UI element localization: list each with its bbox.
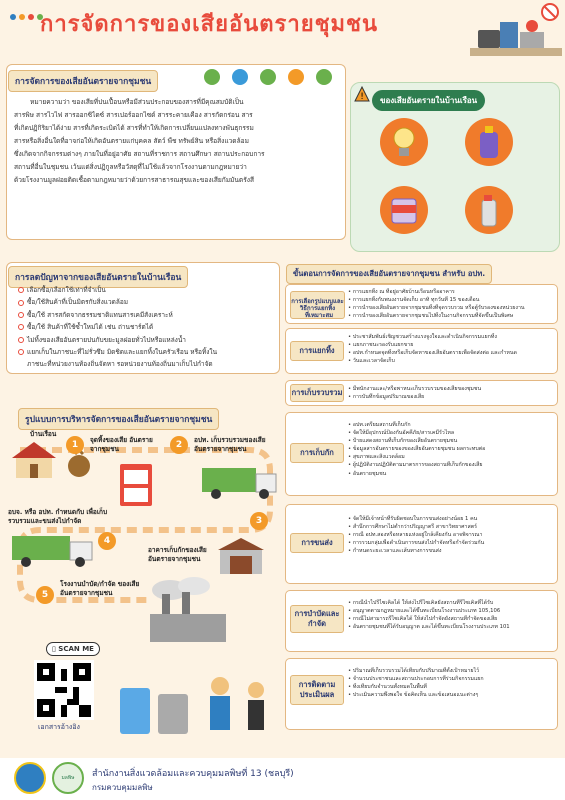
reduce-tips [18, 284, 278, 371]
list-item: • ป้ายแสดงสถานที่เก็บกักของเสียอันตรายชุมชน [348, 437, 553, 445]
list-item: • ปริมาณที่เก็บรวบรวมได้เทียบกับปริมาณที่ตั้งเป้าหมายไว้ [348, 667, 553, 675]
steps-heading: ขั้นตอนการจัดการของเสียอันตรายจากชุมชน สำหรับ อปท. [286, 264, 492, 284]
step-label: การเก็บกัก [290, 443, 344, 463]
list-item: • อันตรายชุมชนที่ได้รับอนุญาต และได้ขึ้นทะเบียนโรงงานประเภท 101 [348, 623, 553, 631]
garbage-truck-illustration [200, 462, 280, 504]
flow-step-2: 2 [170, 436, 188, 454]
phone-icon: ▯ [52, 645, 56, 653]
factory-illustration [140, 574, 230, 646]
list-item: • สำนึกการศึกษาไม่ต่ำกว่าปริญญาตรี สาขาวิทยาศาสตร์ [348, 523, 553, 531]
list-item: • วันและเวลาจัดเก็บ [348, 357, 553, 365]
list-item: • การนำของเสียอันตรายจากชุมชนทิ้งที่จุดรวบรวม หรือตู้รับรองของหน่วยงาน [348, 304, 553, 312]
flow-step-3: 3 [250, 512, 268, 530]
list-item: • ประชาสัมพันธ์เชิญชวนสร้างแรงจูงใจและดำเนินกิจกรรมแยกทิ้ง [348, 333, 553, 341]
intro-line: สถานที่อื่นในชุมชน เว้นแต่สิ่งปฏิกูลหรือวัสดุที่ไม่ใช้แล้วจากโรงงานตามกฎหมายว่า [14, 163, 247, 171]
footer-org-primary: สำนักงานสิ่งแวดล้อมและควบคุมมลพิษที่ 13 (ชลบุรี) [92, 769, 294, 779]
list-item: • การนำของเสียอันตรายจากชุมชนไปทิ้งในงานกิจกรรมที่จัดขึ้นเป็นพิเศษ [348, 312, 553, 320]
list-item: • การบันทึกข้อมูลปริมาณของเสีย [348, 393, 553, 401]
step-label-suffix: ที่เหมาะสม [304, 312, 334, 319]
qr-code[interactable] [34, 660, 94, 720]
flow-step-1-label: จุดทิ้งของเสีย อันตรายจากชุมชน [90, 436, 153, 453]
step-label: การแยกทิ้ง [290, 341, 344, 361]
step-row-separation [285, 328, 558, 374]
waste-pile-illustration [470, 2, 562, 62]
spray-can-icon [465, 186, 513, 234]
cleaner-bottle-icon [465, 118, 513, 166]
step-label: การบำบัดและกำจัด [290, 605, 344, 633]
house-illustration [8, 440, 62, 482]
list-item: • ผู้ปฏิบัติงานปฏิบัติตามมาตรการของสถานที่เก็บกักของเสีย [348, 461, 553, 469]
scan-me-badge[interactable]: ▯ SCAN ME [46, 642, 100, 656]
list-item: • จำนวนประชาชนและสถานประกอบการที่ร่วมกิจกรรมแยก [348, 675, 553, 683]
list-item: • การแยกทิ้งกับพนงงานจัดเก็บ อาทิ ทุกวันที่ 15 ของเดือน [348, 296, 553, 304]
intro-line: สารพิษ สารไวไฟ สารออกซิไดซ์ สารเปอร์ออกไซด์ สารระคายเคือง สารกัดกร่อน สาร [14, 111, 253, 119]
list-item: • แยกภาชนะรองรับแยกขาย [348, 341, 553, 349]
reduce-heading: การลดปัญหาจากของเสียอันตรายในบ้านเรือน [8, 266, 188, 288]
intro-text [14, 96, 342, 187]
pcd-logo: มลพิษ [52, 762, 84, 794]
house-label: บ้านเรือน [30, 430, 57, 438]
list-item: ซื้อ/ใช้ สินค้าที่ใช้ซ้ำใหม่ได้ เช่น ถ่านชาร์ตได้ [18, 321, 278, 333]
list-item: • มีพนักงานและ/หรือพาหนะเก็บรวบรวมของเสียของชุมชน [348, 385, 553, 393]
list-item: ภาชนะที่หน่วยงานท้องถิ่นจัดหา รอหน่วยงานท้องถิ่นมาเก็บไปกำจัด [27, 360, 213, 369]
list-item: • กรณี อปท.สองหรือหลายแห่งอยู่ใกล้เคียงกัน อาจพิจารณา [348, 531, 553, 539]
list-item: • ทิ้งเทียบกับจำนวนทั้งหมดในพื้นที่ [348, 683, 553, 691]
flow-step-4: 4 [98, 532, 116, 550]
list-item: • อปท.กำหนดจุดทิ้งหรือเก็บจัดหาของเสียอันตรายเพื่อจัดส่งต่อ และกำหนด [348, 349, 553, 357]
doc-reference-label: เอกสารอ้างอิง [38, 723, 80, 731]
lightbulb-icon [380, 118, 428, 166]
list-item: • สุขภาพและสิ่งแวดล้อม [348, 453, 553, 461]
flow-step-2-label: อปท. เก็บรวบรวมของเสีย อันตรายจากชุมชน [194, 436, 266, 453]
step-label: การเก็บรวบรวม [290, 384, 344, 402]
list-item: • จัดให้มีเจ้าหน้าที่รับผิดชอบในการขนส่งอย่างน้อย 1 คน [348, 515, 553, 523]
recycle-banner [200, 66, 340, 88]
government-seal-logo [14, 762, 46, 794]
warning-icon [354, 86, 370, 104]
list-item: เลือกซื้อ/เลือกใช้เท่าที่จำเป็น [18, 284, 278, 296]
intro-line: สารหรือสิ่งอื่นใดที่อาจก่อให้เกิดอันตรายแก่บุคคล สัตว์ พืช ทรัพย์สิน หรือสิ่งแวดล้อม [14, 137, 249, 145]
step-row-storage [285, 412, 558, 496]
transport-truck-illustration [10, 530, 96, 572]
recycle-bins-illustration [110, 660, 280, 742]
list-item: ซื้อ/ใช้สินค้าที่เป็นมิตรกับสิ่งแวดล้อม [18, 296, 278, 308]
collection-cabinet-illustration [118, 462, 154, 510]
list-item: • การแยกทิ้ง ณ ที่อยู่อาศัยบ้านเรือนหรืออาคาร [348, 288, 553, 296]
list-item: แยกเก็บในภาชนะที่ไม่รั่วซึม มิดชิดและแยกทิ้งในครัวเรือน หรือทิ้งใน [18, 346, 278, 358]
list-item: • กรณีนำไปรีไซเคิลได้ ให้ส่งไปรีไซเคิลยังสถานที่รีไซเคิลที่ได้รับ [348, 599, 553, 607]
list-item: • กรณีไม่สามารถรีไซเคิลได้ ให้ส่งไปกำจัดยังสถานที่กำจัดของเสีย [348, 615, 553, 623]
step-row-collection [285, 380, 558, 406]
step-row-transport [285, 504, 558, 584]
footer-org-secondary: กรมควบคุมมลพิษ [92, 783, 153, 792]
svg-text:!: ! [360, 92, 364, 102]
flow-step-5: 5 [36, 586, 54, 604]
list-item: • ข้อมูลสารอันตรายของของเสียอันตรายชุมชน ผลกระทบต่อ [348, 445, 553, 453]
paint-can-icon [380, 186, 428, 234]
list-item: • อันตรายชุมชน [348, 470, 553, 478]
storage-building-illustration [216, 536, 266, 578]
household-ribbon: ของเสียอันตรายในบ้านเรือน [372, 90, 485, 111]
intro-line: ซึ่งเกิดจากกิจกรรมต่างๆ ภายในที่อยู่อาศัย สถานที่ราชการ สถานศึกษา สถานประกอบการ [14, 150, 265, 158]
flow-step-4-label: อบจ. หรือ อปท. กำหนดกับ เพื่อเก็บรวบรวมและขนส่งไปกำจัด [8, 508, 108, 525]
list-item: • จัดให้มีอุปกรณ์ป้องกันอัคคีภัย/สารเคมีรั่วไหล [348, 429, 553, 437]
step-label: การขนส่ง [290, 533, 344, 553]
list-item: • การรวมกลุ่มเพื่อดำเนินการขนส่งไปกำจัดหรือกำจัดร่วมกัน [348, 539, 553, 547]
step-row-treatment [285, 590, 558, 652]
step-label: การติดตามประเมินผล [290, 675, 344, 705]
step-label: การเลือกรูปแบบและวิธีการแยกทิ้ง [290, 291, 345, 319]
step-row-evaluation [285, 658, 558, 730]
list-item: ไม่ทิ้งของเสียอันตรายปนกับขยะมูลฝอยทั่วไปหรือแหล่งน้ำ [18, 334, 278, 346]
list-item: • กำหนดระยะเวลาและเส้นทางการขนส่ง [348, 547, 553, 555]
list-item: • ประเมินความพึงพอใจ ข้อคิดเห็น และข้อเสนอแนะต่างๆ [348, 691, 553, 699]
flow-step-1: 1 [66, 436, 84, 454]
intro-line: หมายความว่า ของเสียที่ปนเปื้อนหรือมีส่วนประกอบของสารที่มีคุณสมบัติเป็น [30, 98, 244, 106]
flow-step-3-label: อาคารเก็บกักของเสีย อันตรายจากชุมชน [148, 546, 207, 563]
intro-line: ด้วยโรงงานมูลฝอยติดเชื้อตามกฎหมายว่าด้วยการสาธารณสุขและของเสียกัมมันตรังสี [14, 176, 254, 184]
flow-step-5-label: โรงงานบำบัด/กำจัด ของเสียอันตรายจากชุมชน [60, 580, 140, 597]
page-title: การจัดการของเสียอันตรายชุมชน [40, 12, 378, 37]
list-item: ซื้อ/ใช้ สารสกัดจากธรรมชาติแทนสารเคมีสังเคราะห์ [18, 309, 278, 321]
intro-heading: การจัดการของเสียอันตรายจากชุมชน [8, 70, 158, 92]
intro-line: ที่เกิดปฏิกิริยาได้ง่าย สารที่เกิดระเบิดได้ สารที่ทำให้เกิดการเปลี่ยนแปลงทางพันธุกรรม [14, 124, 254, 132]
list-item: • อปท.เตรียมสถานที่เก็บกัก [348, 421, 553, 429]
list-item: • อนุญาตตามกฎหมายและได้ขึ้นทะเบียนโรงงานประเภท 105,106 [348, 607, 553, 615]
flow-heading: รูปแบบการบริหารจัดการของเสียอันตรายจากชุมชน [18, 408, 219, 430]
